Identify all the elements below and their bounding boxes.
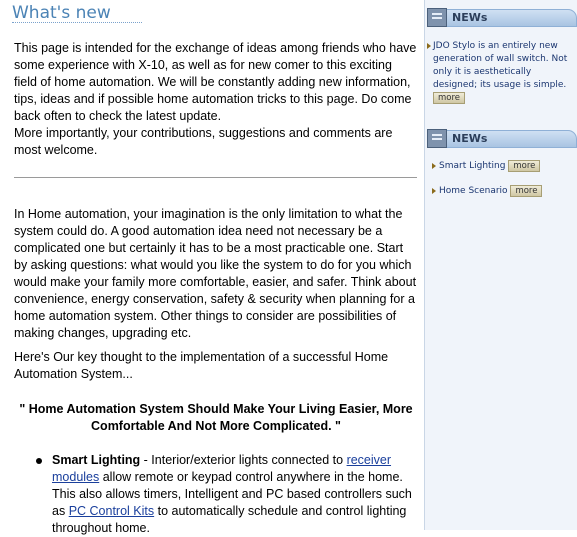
more-button[interactable]: more xyxy=(433,92,465,104)
news-header-1 xyxy=(425,6,575,25)
key-quote: " Home Automation System Should Make Your Living Easier, More Comfortable And Not More Complicated. " xyxy=(19,402,413,433)
divider xyxy=(14,177,417,178)
receiver-modules-link[interactable]: receiver modules xyxy=(52,453,392,484)
news-item-jdo-stylo xyxy=(433,40,573,105)
more-button[interactable]: more xyxy=(510,185,542,197)
feature-text-a: - Interior/exterior lights connected to xyxy=(140,453,347,467)
feature-list xyxy=(14,452,418,537)
feature-text-b: allow remote or keypad control anywhere in the home. This also allows timers, Intelligent and PC based controllers such as xyxy=(52,470,412,518)
arrow-icon xyxy=(427,43,431,49)
feature-name: Smart Lighting xyxy=(52,453,141,467)
sidebar xyxy=(424,0,577,530)
news-header-label: NEWs xyxy=(452,132,488,145)
arrow-icon xyxy=(432,188,436,194)
arrow-icon xyxy=(432,163,436,169)
news-icon xyxy=(427,8,447,27)
intro-text: This page is intended for the exchange of ideas among friends who have some experience with X-10, as well as for new comer to this exciting field of home automation. We will be constantly adding new information, tips, ideas and if possible home automation tricks to this page. Do come back often to check the latest update. xyxy=(14,41,417,123)
intro-paragraph xyxy=(14,40,418,159)
pc-control-kits-link[interactable]: PC Control Kits xyxy=(68,504,155,518)
list-item xyxy=(14,452,418,537)
imagination-paragraph: In Home automation, your imagination is the only limitation to what the system could do. A good automation idea need not necessary be a complicated one but certainly it has to be a most practicable one. Start by asking questions: what would you like the system to do for you which would make your family more comfortable, easier, and safer. Think about convenience, energy conservation, safety & security when planning for a home automation system. Other things to consider are possibilities of making changes, upgrading etc. xyxy=(14,207,417,340)
key-thought-paragraph: Here's Our key thought to the implementation of a successful Home Automation System... xyxy=(14,350,389,381)
title-underline xyxy=(12,22,142,23)
feature-text-c: to automatically schedule and control lighting throughout home. xyxy=(52,504,407,535)
side-item-label[interactable]: Smart Lighting xyxy=(439,161,506,171)
news-text: JDO Stylo is an entirely new generation of wall switch. Not only it is aesthetically designed; its usage is simple. xyxy=(433,41,568,90)
side-item-smart-lighting[interactable] xyxy=(432,160,540,172)
news-header-2 xyxy=(425,127,575,146)
intro-text-2: More importantly, your contributions, suggestions and comments are most welcome. xyxy=(14,126,393,157)
news-icon xyxy=(427,129,447,148)
side-item-label[interactable]: Home Scenario xyxy=(439,186,508,196)
news-header-label: NEWs xyxy=(452,11,488,24)
page-title: What's new xyxy=(12,3,111,23)
side-item-home-scenario[interactable] xyxy=(432,185,542,197)
more-button[interactable]: more xyxy=(508,160,540,172)
